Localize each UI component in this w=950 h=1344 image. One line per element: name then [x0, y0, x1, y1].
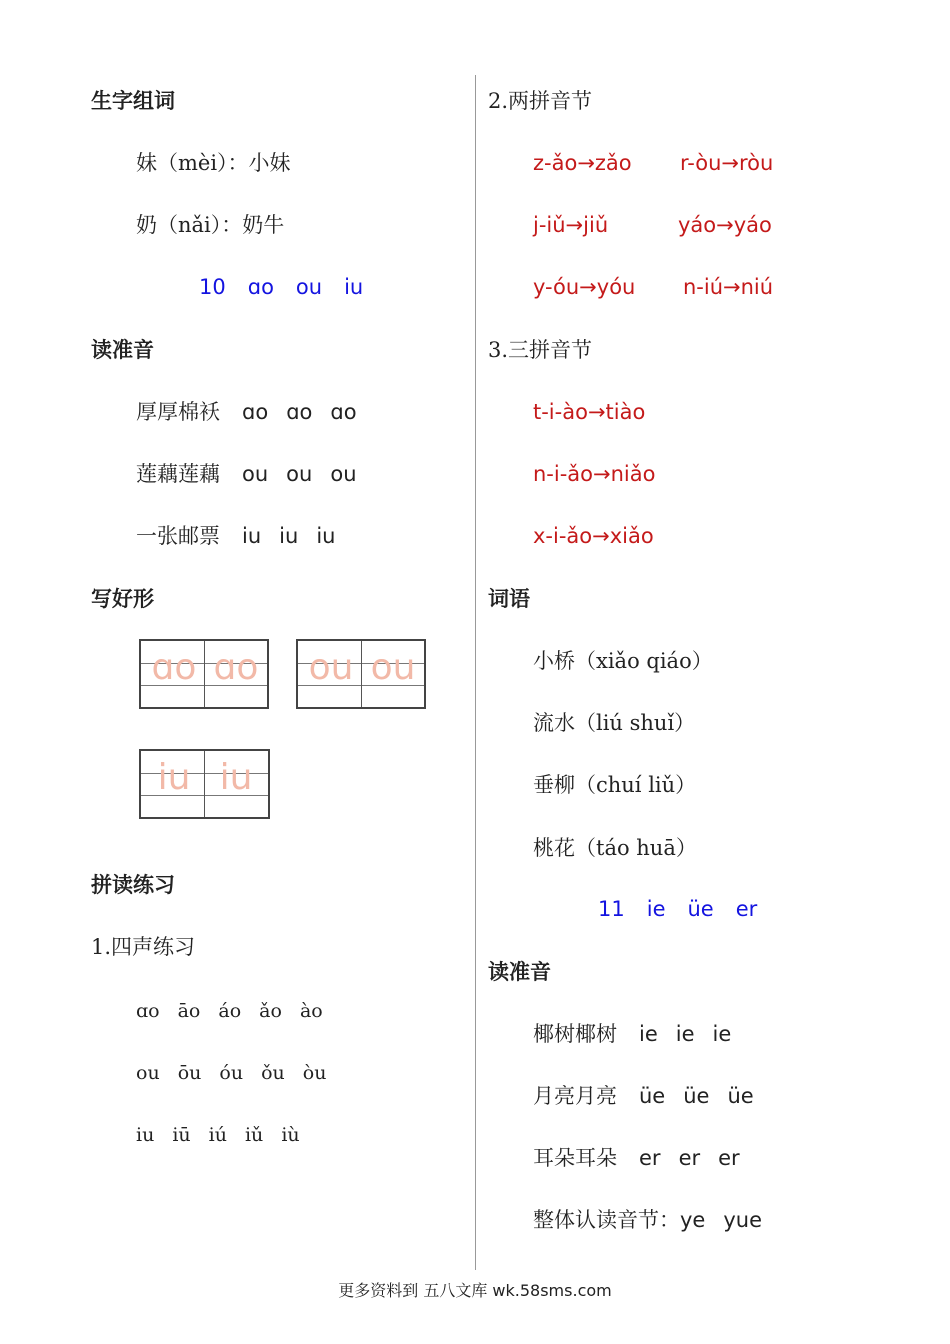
writing-grid-iu [139, 749, 270, 819]
read-row-ie [533, 1021, 731, 1047]
read-sound: iu [242, 524, 262, 548]
final-ie: ie [646, 897, 666, 921]
three-syllable-3: x-i-ǎo→xiǎo [533, 524, 654, 548]
two-syllable-1b: r-òu→ròu [680, 151, 774, 175]
read-sound: üe [639, 1084, 666, 1108]
subheading-liang-pin: 2.两拼音节 [488, 89, 593, 113]
tone-item: òu [302, 1062, 327, 1084]
ci-tao-hua: 桃花（táo huā） [533, 836, 697, 860]
grid-letter: iu [219, 757, 253, 798]
lesson-number: 10 [199, 275, 226, 299]
whole-syllables-label: 整体认读音节： [533, 1208, 680, 1232]
read-sound: er [718, 1146, 740, 1170]
tone-item: ǎo [259, 1000, 282, 1022]
tone-item: iù [281, 1124, 300, 1146]
final-ue: üe [687, 897, 714, 921]
heading-pin-du-lian-xi: 拼读练习 [91, 873, 175, 897]
read-word: 厚厚棉袄 [136, 400, 220, 424]
heading-du-zhun-yin-2: 读准音 [488, 960, 551, 984]
read-sound: ɑo [286, 400, 313, 424]
subheading-san-pin: 3.三拼音节 [488, 338, 593, 362]
tone-item: iū [172, 1124, 191, 1146]
read-row-iu [136, 523, 335, 549]
tone-item: ǒu [261, 1062, 285, 1084]
heading-du-zhun-yin: 读准音 [91, 338, 154, 362]
footer-source-link[interactable]: 更多资料到 五八文库 wk.58sms.com [338, 1281, 612, 1300]
grid-letter: iu [157, 757, 191, 798]
read-word: 月亮月亮 [533, 1084, 617, 1108]
two-syllable-3a: y-óu→yóu [533, 275, 636, 299]
writing-grid-ou [296, 639, 426, 709]
read-sound: ɑo [330, 400, 357, 424]
read-sound: ou [242, 462, 269, 486]
ci-xiao-qiao: 小桥（xiǎo qiáo） [533, 649, 713, 673]
tone-row-ao [136, 998, 323, 1024]
read-sound: üe [683, 1084, 710, 1108]
read-row-ou [136, 461, 357, 487]
read-row-ue [533, 1083, 754, 1109]
read-sound: er [639, 1146, 661, 1170]
three-syllable-2: n-i-ǎo→niǎo [533, 462, 656, 486]
tone-row-ou [136, 1060, 326, 1086]
read-sound: iu [316, 524, 336, 548]
read-row-er [533, 1145, 740, 1171]
tone-item: ào [299, 1000, 323, 1022]
read-sound: ie [639, 1022, 658, 1046]
tone-item: iǔ [244, 1124, 264, 1146]
heading-ci-yu: 词语 [488, 587, 530, 611]
read-sound: ou [330, 462, 357, 486]
subheading-si-sheng: 1.四声练习 [91, 935, 196, 959]
ci-chui-liu: 垂柳（chuí liǔ） [533, 773, 697, 797]
heading-shengzi-zuci: 生字组词 [91, 89, 175, 113]
read-sound: ie [675, 1022, 695, 1046]
heading-xie-hao-xing: 写好形 [91, 587, 154, 611]
tone-item: ōu [177, 1062, 202, 1084]
whole-syllable-ye: ye [680, 1208, 706, 1232]
final-ao: ɑo [247, 275, 274, 299]
read-sound: ɑo [242, 400, 269, 424]
lesson-number: 11 [598, 897, 625, 921]
tone-item: iu [136, 1124, 155, 1146]
read-sound: er [678, 1146, 701, 1170]
read-row-ao [136, 399, 357, 425]
read-word: 椰树椰树 [533, 1022, 617, 1046]
ci-liu-shui: 流水（liú shuǐ） [533, 711, 696, 735]
read-sound: ie [712, 1022, 732, 1046]
read-word: 一张邮票 [136, 524, 220, 548]
grid-letter: ou [308, 647, 354, 688]
grid-letter: ɑo [151, 647, 197, 688]
lesson-11-title [598, 896, 757, 922]
read-sound: iu [279, 524, 299, 548]
read-sound: ou [286, 462, 313, 486]
final-ou: ou [295, 275, 323, 299]
three-syllable-1: t-i-ào→tiào [533, 400, 646, 424]
grid-letter: ou [370, 647, 416, 688]
tone-row-iu [136, 1122, 300, 1148]
read-sound: üe [727, 1084, 754, 1108]
lesson-10-title [199, 274, 363, 300]
two-syllable-2a: j-iǔ→jiǔ [533, 213, 609, 237]
tone-item: āo [177, 1000, 201, 1022]
final-iu: iu [344, 275, 364, 299]
tone-item: iú [208, 1124, 227, 1146]
read-word: 耳朵耳朵 [533, 1146, 617, 1170]
writing-grid-ao [139, 639, 269, 709]
word-nai: 奶（nǎi）：奶牛 [136, 213, 285, 237]
final-er: er [735, 897, 758, 921]
grid-letter: ɑo [213, 647, 259, 688]
whole-syllable-yue: yue [723, 1208, 763, 1232]
word-mei: 妹（mèi）：小妹 [136, 151, 291, 175]
two-syllable-1a: z-ǎo→zǎo [533, 151, 632, 175]
tone-item: áo [218, 1000, 242, 1022]
two-syllable-2b: yáo→yáo [678, 213, 772, 237]
whole-syllables-row [533, 1207, 762, 1233]
tone-item: óu [219, 1062, 244, 1084]
two-syllable-3b: n-iú→niú [683, 275, 774, 299]
tone-item: ou [136, 1062, 160, 1084]
read-word: 莲藕莲藕 [136, 462, 220, 486]
tone-item: ɑo [136, 1000, 160, 1022]
column-divider [475, 75, 476, 1270]
